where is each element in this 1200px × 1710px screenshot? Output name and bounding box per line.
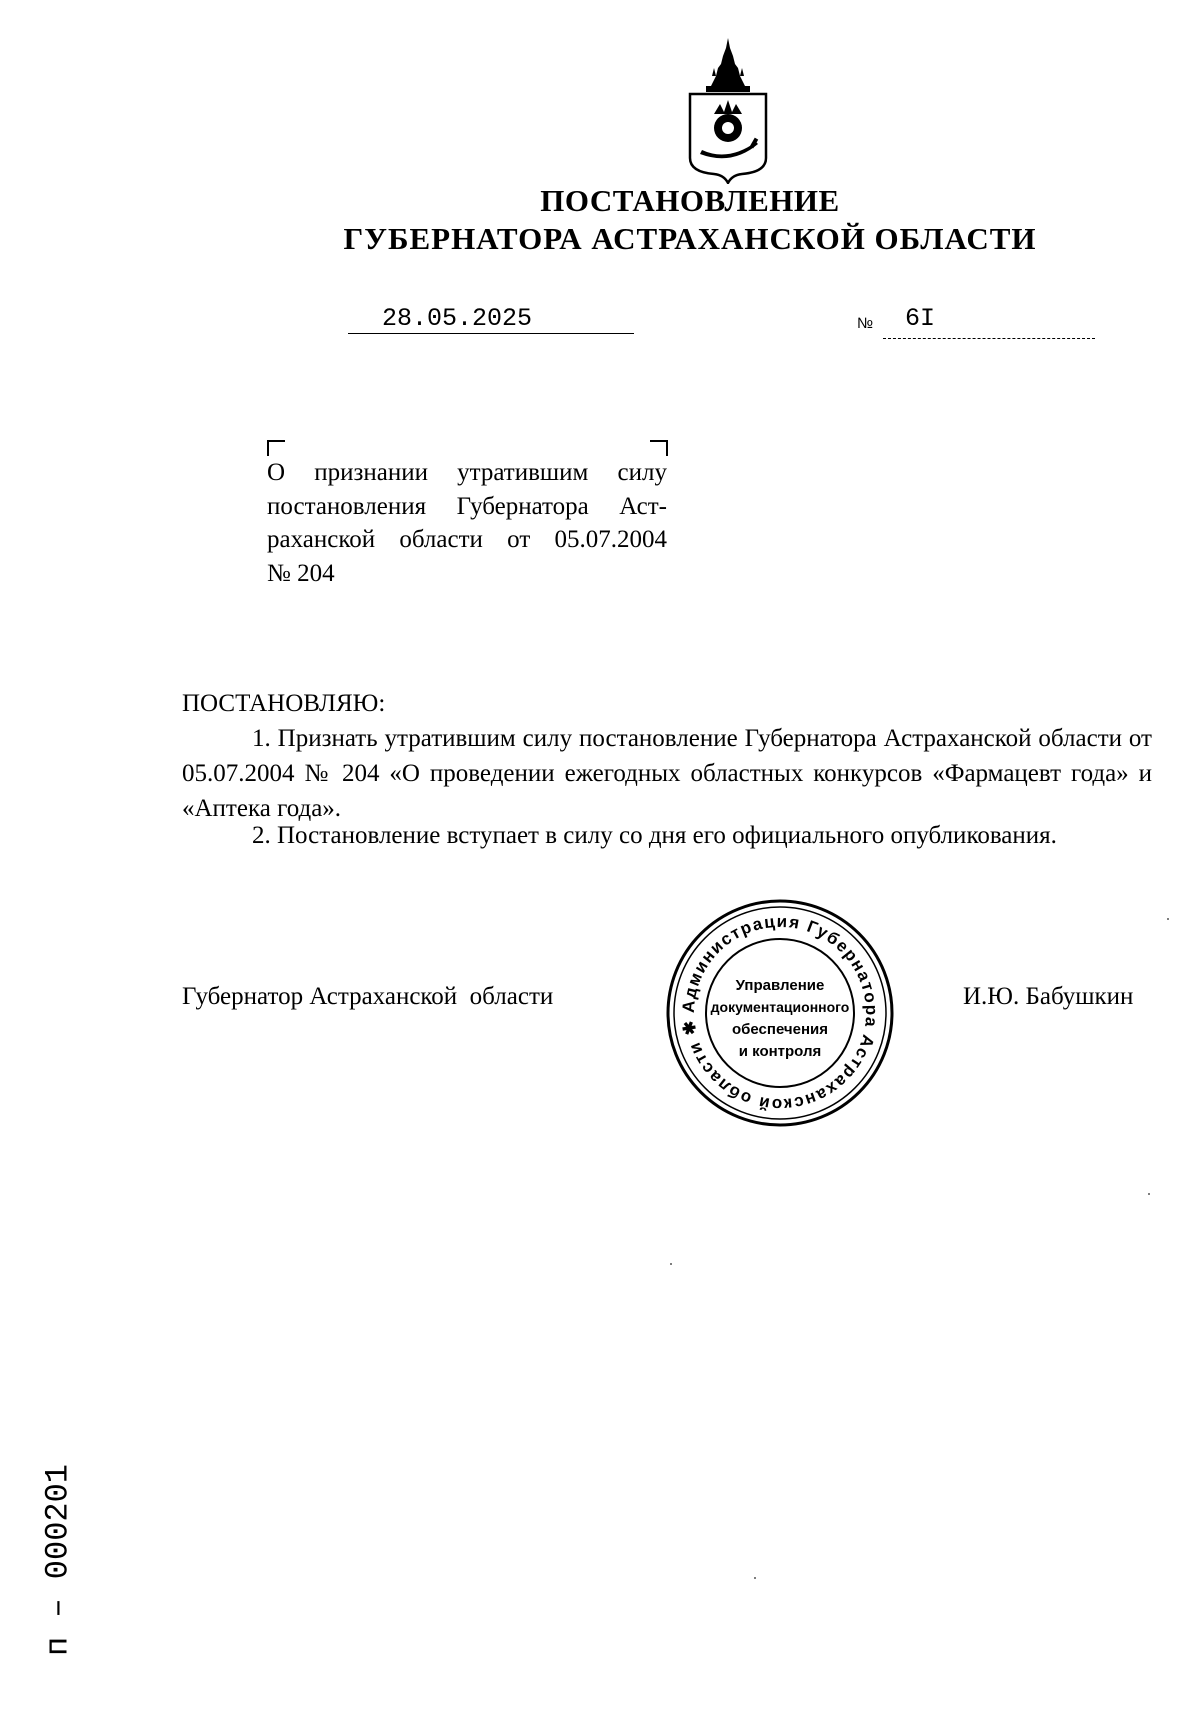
subject-line: постановления Губернатора Аст- <box>267 492 667 520</box>
subject-line: № 204 <box>267 559 335 587</box>
right-corner-bracket <box>650 440 668 456</box>
scan-speck <box>1148 1193 1150 1195</box>
seal-center-line: документационного <box>710 999 850 1015</box>
date-underline <box>348 333 634 334</box>
official-seal-stamp <box>665 898 895 1128</box>
decree-item-text: 1. Признать утратившим силу постановление Губернатора Астраханской области от 05.07.2004 № 204 «О проведении ежегодных областных конкурсов «Фармацевт года» и «Аптека года». <box>182 725 1152 822</box>
document-issuer: ГУБЕРНАТОРА АСТРАХАНСКОЙ ОБЛАСТИ <box>343 221 1037 256</box>
signatory-title: Губернатор Астраханской области <box>182 983 554 1010</box>
signatory-name: И.Ю. Бабушкин <box>963 983 1134 1010</box>
serial-number: п – 000201 <box>39 1463 77 1657</box>
decree-item-text: 2. Постановление вступает в силу со дня его официального опубликования. <box>252 822 1057 849</box>
coat-of-arms-icon <box>680 38 776 184</box>
seal-ring-text: Администрация Губернатора Астраханской области ✱ <box>678 911 882 1115</box>
document-title: ПОСТАНОВЛЕНИЕ <box>540 183 840 218</box>
document-number: 6I <box>905 304 936 333</box>
scan-speck <box>1167 918 1169 920</box>
serial-number-container <box>36 1420 80 1700</box>
seal-center-line: Управление <box>735 977 825 994</box>
decree-item-2 <box>182 818 1152 853</box>
seal-center-line: обеспечения <box>731 1021 829 1038</box>
subject-line: раханской области от 05.07.2004 <box>267 526 667 553</box>
document-date: 28.05.2025 <box>382 304 533 333</box>
scan-speck <box>670 1263 672 1265</box>
subject-line: О признании утратившим силу <box>267 459 667 486</box>
seal-center-line: и контроля <box>738 1043 822 1060</box>
document-subject <box>267 456 667 590</box>
number-sign: № <box>857 315 874 332</box>
left-corner-bracket <box>267 440 285 456</box>
number-underline <box>883 338 1095 339</box>
decree-item-1 <box>182 721 1152 826</box>
decree-heading: ПОСТАНОВЛЯЮ: <box>182 690 386 717</box>
scan-speck <box>754 1577 756 1579</box>
